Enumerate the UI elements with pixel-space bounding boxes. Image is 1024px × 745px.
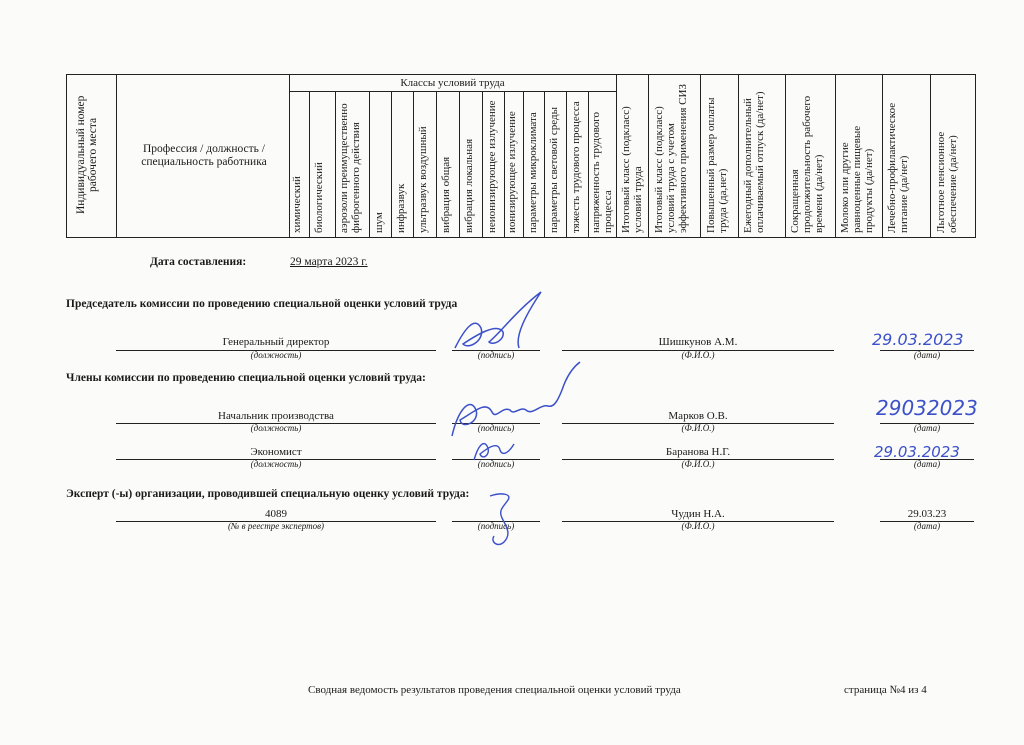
factor-noise: шум [373,212,385,233]
expert-signature-caption: (подпись) [477,521,515,531]
factor-chemical: химический [291,176,303,233]
col-divider [738,75,739,237]
expert-date: 29.03.23 [907,508,947,520]
chair-name-caption: (Ф.И.О.) [681,350,715,360]
factor-labor-severity: тяжесть трудового процесса [570,101,582,233]
sub-col-divider [566,91,567,237]
member-2-name-caption: (Ф.И.О.) [681,459,715,469]
expert-name: Чудин Н.А. [671,508,725,520]
factor-labor-intensity: напряженность трудового процесса [590,112,614,233]
chair-heading: Председатель комиссии по проведению специальной оценки условий труда [66,298,458,310]
col-final-class-ppe: Итоговый класс (подкласс) условий труда с учетом эффективного применения СИЗ [653,84,689,233]
sub-col-divider [459,91,460,237]
col-additional-leave: Ежегодный дополнительный оплачиваемый отпуск (да/нет) [742,91,766,233]
results-table-header [66,74,976,238]
member-1-name-caption: (Ф.И.О.) [681,423,715,433]
col-divider [835,75,836,237]
chair-position: Генеральный директор [222,336,330,348]
sub-col-divider [544,91,545,237]
expert-signature [482,490,522,550]
expert-name-caption: (Ф.И.О.) [681,521,715,531]
factor-nonionizing: неионизирующее излучение [486,100,498,233]
expert-registry-number: 4089 [265,508,287,520]
col-divider [882,75,883,237]
col-reduced-hours: Сокращенная продолжительность рабочего времени (да/нет) [789,95,825,233]
factor-lighting: параметры световой среды [548,107,560,233]
col-divider [930,75,931,237]
col-divider [648,75,649,237]
sub-col-divider [335,91,336,237]
group-header: Классы условий труда [400,77,505,89]
factor-ultrasound: ультразвук воздушный [417,126,429,233]
chair-date-handwritten: 29.03.2023 [872,330,964,349]
col-pension: Льготное пенсионное обеспечение (да/нет) [935,131,959,233]
sub-col-divider [482,91,483,237]
sub-col-divider [309,91,310,237]
col-divider [116,75,117,237]
col-profession: Профессия / должность / специальность работника [141,143,267,168]
chair-signature [445,288,555,358]
factor-aerosols: аэрозоли преимущественно фиброгенного действия [338,103,362,233]
expert-heading: Эксперт (-ы) организации, проводившей специальную оценку условий труда: [66,488,470,500]
member-1-signature-caption: (подпись) [477,423,515,433]
expert-registry-caption: (№ в реестре экспертов) [227,521,325,531]
sub-col-divider [523,91,524,237]
col-increased-pay: Повышенный размер оплаты труда (да,нет) [705,97,729,233]
sub-col-divider [413,91,414,237]
col-final-class: Итоговый класс (подкласс) условий труда [620,106,644,233]
sub-col-divider [588,91,589,237]
member-1-date-caption: (дата) [913,423,941,433]
member-2-date-caption: (дата) [913,459,941,469]
factor-microclimate: параметры микроклимата [527,112,539,233]
sub-col-divider [436,91,437,237]
expert-date-caption: (дата) [913,521,941,531]
factor-vibration-general: вибрация общая [440,156,452,233]
date-label: Дата составления: [150,256,247,268]
factor-vibration-local: вибрация локальная [463,138,475,233]
col-workplace-id: Индивидуальный номер рабочего места [75,95,99,215]
col-therapeutic-food: Лечебно-профилактическое питание (да/нет) [886,102,910,233]
footer-page: страница №4 из 4 [844,684,927,696]
member-2-date-handwritten: 29.03.2023 [874,443,960,461]
member-2-signature [468,424,528,464]
col-divider [700,75,701,237]
col-divider [289,75,290,237]
member-2-signature-caption: (подпись) [477,459,515,469]
sub-col-divider [369,91,370,237]
member-2-position-caption: (должность) [250,459,302,469]
chair-signature-caption: (подпись) [477,350,515,360]
factor-ionizing: ионизирующее излучение [506,111,518,233]
members-heading: Члены комиссии по проведению специальной оценки условий труда: [66,372,426,384]
sub-col-divider [504,91,505,237]
member-2-name: Баранова Н.Г. [665,446,731,458]
date-value: 29 марта 2023 г. [290,256,368,268]
footer-title: Сводная ведомость результатов проведения специальной оценки условий труда [308,684,681,696]
chair-name: Шишкунов А.М. [658,336,738,348]
chair-date-caption: (дата) [913,350,941,360]
chair-position-caption: (должность) [250,350,302,360]
factor-biological: биологический [313,162,325,233]
col-divider [616,75,617,237]
col-divider [785,75,786,237]
member-2-position: Экономист [250,446,302,458]
member-1-position: Начальник производства [218,410,334,422]
col-milk: Молоко или другие равноценные пищевые продукты (да/нет) [839,125,875,233]
member-1-name: Марков О.В. [668,410,728,422]
member-1-position-caption: (должность) [250,423,302,433]
sub-col-divider [391,91,392,237]
member-1-date-handwritten: 29032023 [876,396,978,420]
factor-infrasound: инфразвук [395,183,407,233]
